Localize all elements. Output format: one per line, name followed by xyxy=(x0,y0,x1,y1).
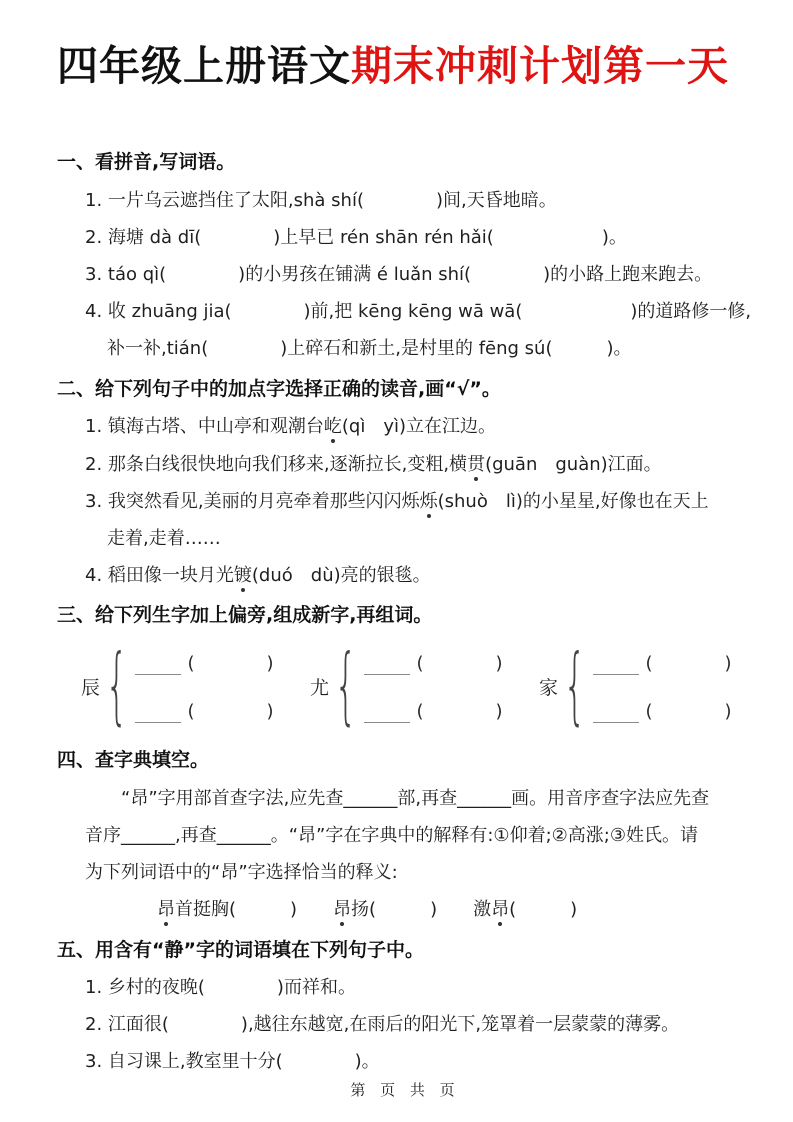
fill-blank xyxy=(135,707,181,723)
page-title xyxy=(57,40,753,93)
word-blank: ( ) xyxy=(416,653,503,675)
answer-row xyxy=(593,697,731,723)
section1-heading: 一、看拼音,写词语。 xyxy=(57,151,236,174)
text-segment: 首挺胸( ) xyxy=(175,898,334,920)
brace-glyph: { xyxy=(563,636,586,735)
base-character: 家 xyxy=(539,676,559,699)
section4-paragraph-line-2: 音序______,再查______。“昂”字在字典中的解释有:①仰着;②高涨;③姓氏。请 xyxy=(85,824,698,846)
word-blank: ( ) xyxy=(187,653,274,675)
section2-question-3-cont xyxy=(57,518,753,555)
word-blank: ( ) xyxy=(645,653,732,675)
base-character: 辰 xyxy=(81,676,101,699)
text-segment: (qì yì)立在江边。 xyxy=(341,416,497,438)
page-title-red: 期末冲刺计划第一天 xyxy=(351,42,729,90)
section4-word-choices xyxy=(57,889,753,926)
text-segment: (shuò lì)的小星星,好像也在天上 xyxy=(437,490,709,512)
answer-rows xyxy=(593,649,731,723)
word-blank: ( ) xyxy=(645,701,732,723)
section3-brace-row xyxy=(57,636,753,735)
dotted-character: 昂 xyxy=(333,895,351,921)
answer-row xyxy=(593,649,731,675)
section1-question-2: 2. 海塘 dà dī( )上早已 rén shān rén hǎi( )。 xyxy=(85,226,627,248)
section1-question-1: 1. 一片乌云遮挡住了太阳,shà shí( )间,天昏地暗。 xyxy=(85,189,557,211)
section2-heading: 二、给下列句子中的加点字选择正确的读音,画“√”。 xyxy=(57,377,501,400)
answer-row xyxy=(135,697,273,723)
answer-row xyxy=(364,697,502,723)
section5-question-1: 1. 乡村的夜晚( )而祥和。 xyxy=(85,977,356,999)
section5-question-3: 3. 自习课上,教室里十分( )。 xyxy=(85,1051,380,1073)
fill-blank xyxy=(593,707,639,723)
brace-group-chen xyxy=(81,636,310,735)
section1-question-3: 3. táo qì( )的小男孩在铺满 é luǎn shí( )的小路上跑来跑去。 xyxy=(85,264,713,286)
text-segment: 3. 我突然看见,美丽的月亮牵着那些闪闪烁 xyxy=(85,490,420,512)
page-footer: 第 页 共 页 xyxy=(350,1081,460,1099)
dotted-character: 昂 xyxy=(157,895,175,921)
text-segment: (guān guàn)江面。 xyxy=(485,453,662,475)
section1-question-4-cont: 补一补,tián( )上碎石和新土,是村里的 fēng sú( )。 xyxy=(107,338,632,360)
dotted-character: 贯 xyxy=(467,450,485,476)
text-segment: ( ) xyxy=(509,898,578,920)
dotted-character: 烁 xyxy=(420,487,438,513)
dotted-character: 昂 xyxy=(491,895,509,921)
answer-rows xyxy=(364,649,502,723)
text-segment: 扬( ) 激 xyxy=(351,898,492,920)
fill-blank xyxy=(593,659,639,675)
brace-glyph: { xyxy=(105,636,128,735)
section2-question-2 xyxy=(57,444,753,481)
brace-glyph: { xyxy=(334,636,357,735)
word-blank: ( ) xyxy=(416,701,503,723)
text-segment: 走着,走着…… xyxy=(107,527,221,549)
text-segment: 1. 镇海古塔、中山亭和观潮台 xyxy=(85,416,324,438)
word-blank: ( ) xyxy=(187,701,274,723)
section3-heading: 三、给下列生字加上偏旁,组成新字,再组词。 xyxy=(57,604,433,627)
base-character: 尤 xyxy=(310,676,330,699)
section2-question-1 xyxy=(57,407,753,444)
section2-question-4 xyxy=(57,555,753,592)
section5-heading: 五、用含有“静”字的词语填在下列句子中。 xyxy=(57,938,424,961)
text-segment: 4. 稻田像一块月光 xyxy=(85,564,234,586)
section4-paragraph-line-1: “昂”字用部首查字法,应先查______部,再查______画。用音序查字法应先查 xyxy=(121,787,710,809)
fill-blank xyxy=(364,707,410,723)
answer-rows xyxy=(135,649,273,723)
dotted-character: 镀 xyxy=(234,561,252,587)
page-title-black: 四年级上册语文 xyxy=(57,42,351,90)
section5-question-2: 2. 江面很( ),越往东越宽,在雨后的阳光下,笼罩着一层蒙蒙的薄雾。 xyxy=(85,1014,680,1036)
section4-paragraph-line-3: 为下列词语中的“昂”字选择恰当的释义: xyxy=(85,861,398,883)
text-segment: 2. 那条白线很快地向我们移来,逐渐拉长,变粗,横 xyxy=(85,453,468,475)
text-segment: (duó dù)亮的银毯。 xyxy=(251,564,431,586)
section2-question-3 xyxy=(57,481,753,518)
brace-group-jia xyxy=(539,636,768,735)
answer-row xyxy=(364,649,502,675)
section4-heading: 四、查字典填空。 xyxy=(57,749,210,772)
brace-group-you xyxy=(310,636,539,735)
fill-blank xyxy=(135,659,181,675)
fill-blank xyxy=(364,659,410,675)
dotted-character: 屹 xyxy=(324,412,342,438)
answer-row xyxy=(135,649,273,675)
section1-question-4: 4. 收 zhuāng jia( )前,把 kēng kēng wā wā( )的道路修一修, xyxy=(85,301,752,323)
